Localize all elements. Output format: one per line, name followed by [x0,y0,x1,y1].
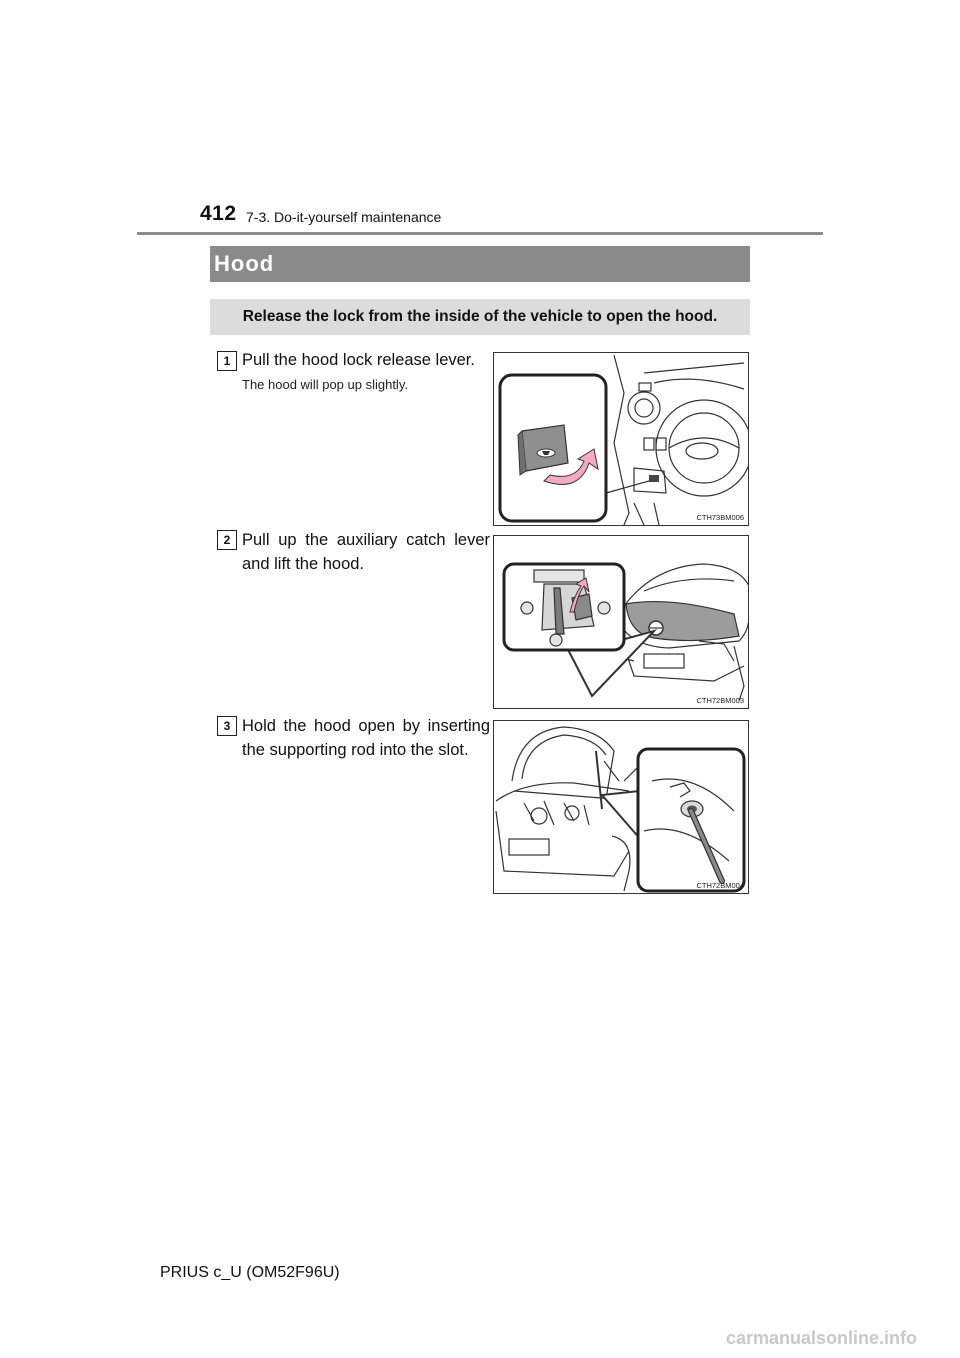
step-3-illustration [493,720,749,894]
step-2-text: Pull up the auxiliary catch lever and lift the hood. [242,531,490,573]
step-2-number: 2 [217,530,237,550]
page-number: 412 [200,202,237,225]
step-3-image-code: CTH72BM004 [696,881,744,890]
intro-banner: Release the lock from the inside of the vehicle to open the hood. [210,299,750,335]
step-1-illustration [493,352,749,526]
page-title: Hood [210,246,750,282]
section-title: 7-3. Do-it-yourself maintenance [246,209,442,225]
step-1-number: 1 [217,351,237,371]
step-2-image-code: CTH72BM003 [696,696,744,705]
step-1-text: Pull the hood lock release lever. [242,351,475,369]
step-1-note: The hood will pop up slightly. [242,377,408,392]
step-1-image-code: CTH73BM006 [696,513,744,522]
step-3-text: Hold the hood open by inserting the supporting rod into the slot. [242,717,490,759]
watermark: carmanualsonline.info [726,1328,918,1348]
footer-model: PRIUS c_U (OM52F96U) [160,1264,340,1281]
step-2-illustration [493,535,749,709]
step-3-number: 3 [217,716,237,736]
header-rule [137,232,823,235]
